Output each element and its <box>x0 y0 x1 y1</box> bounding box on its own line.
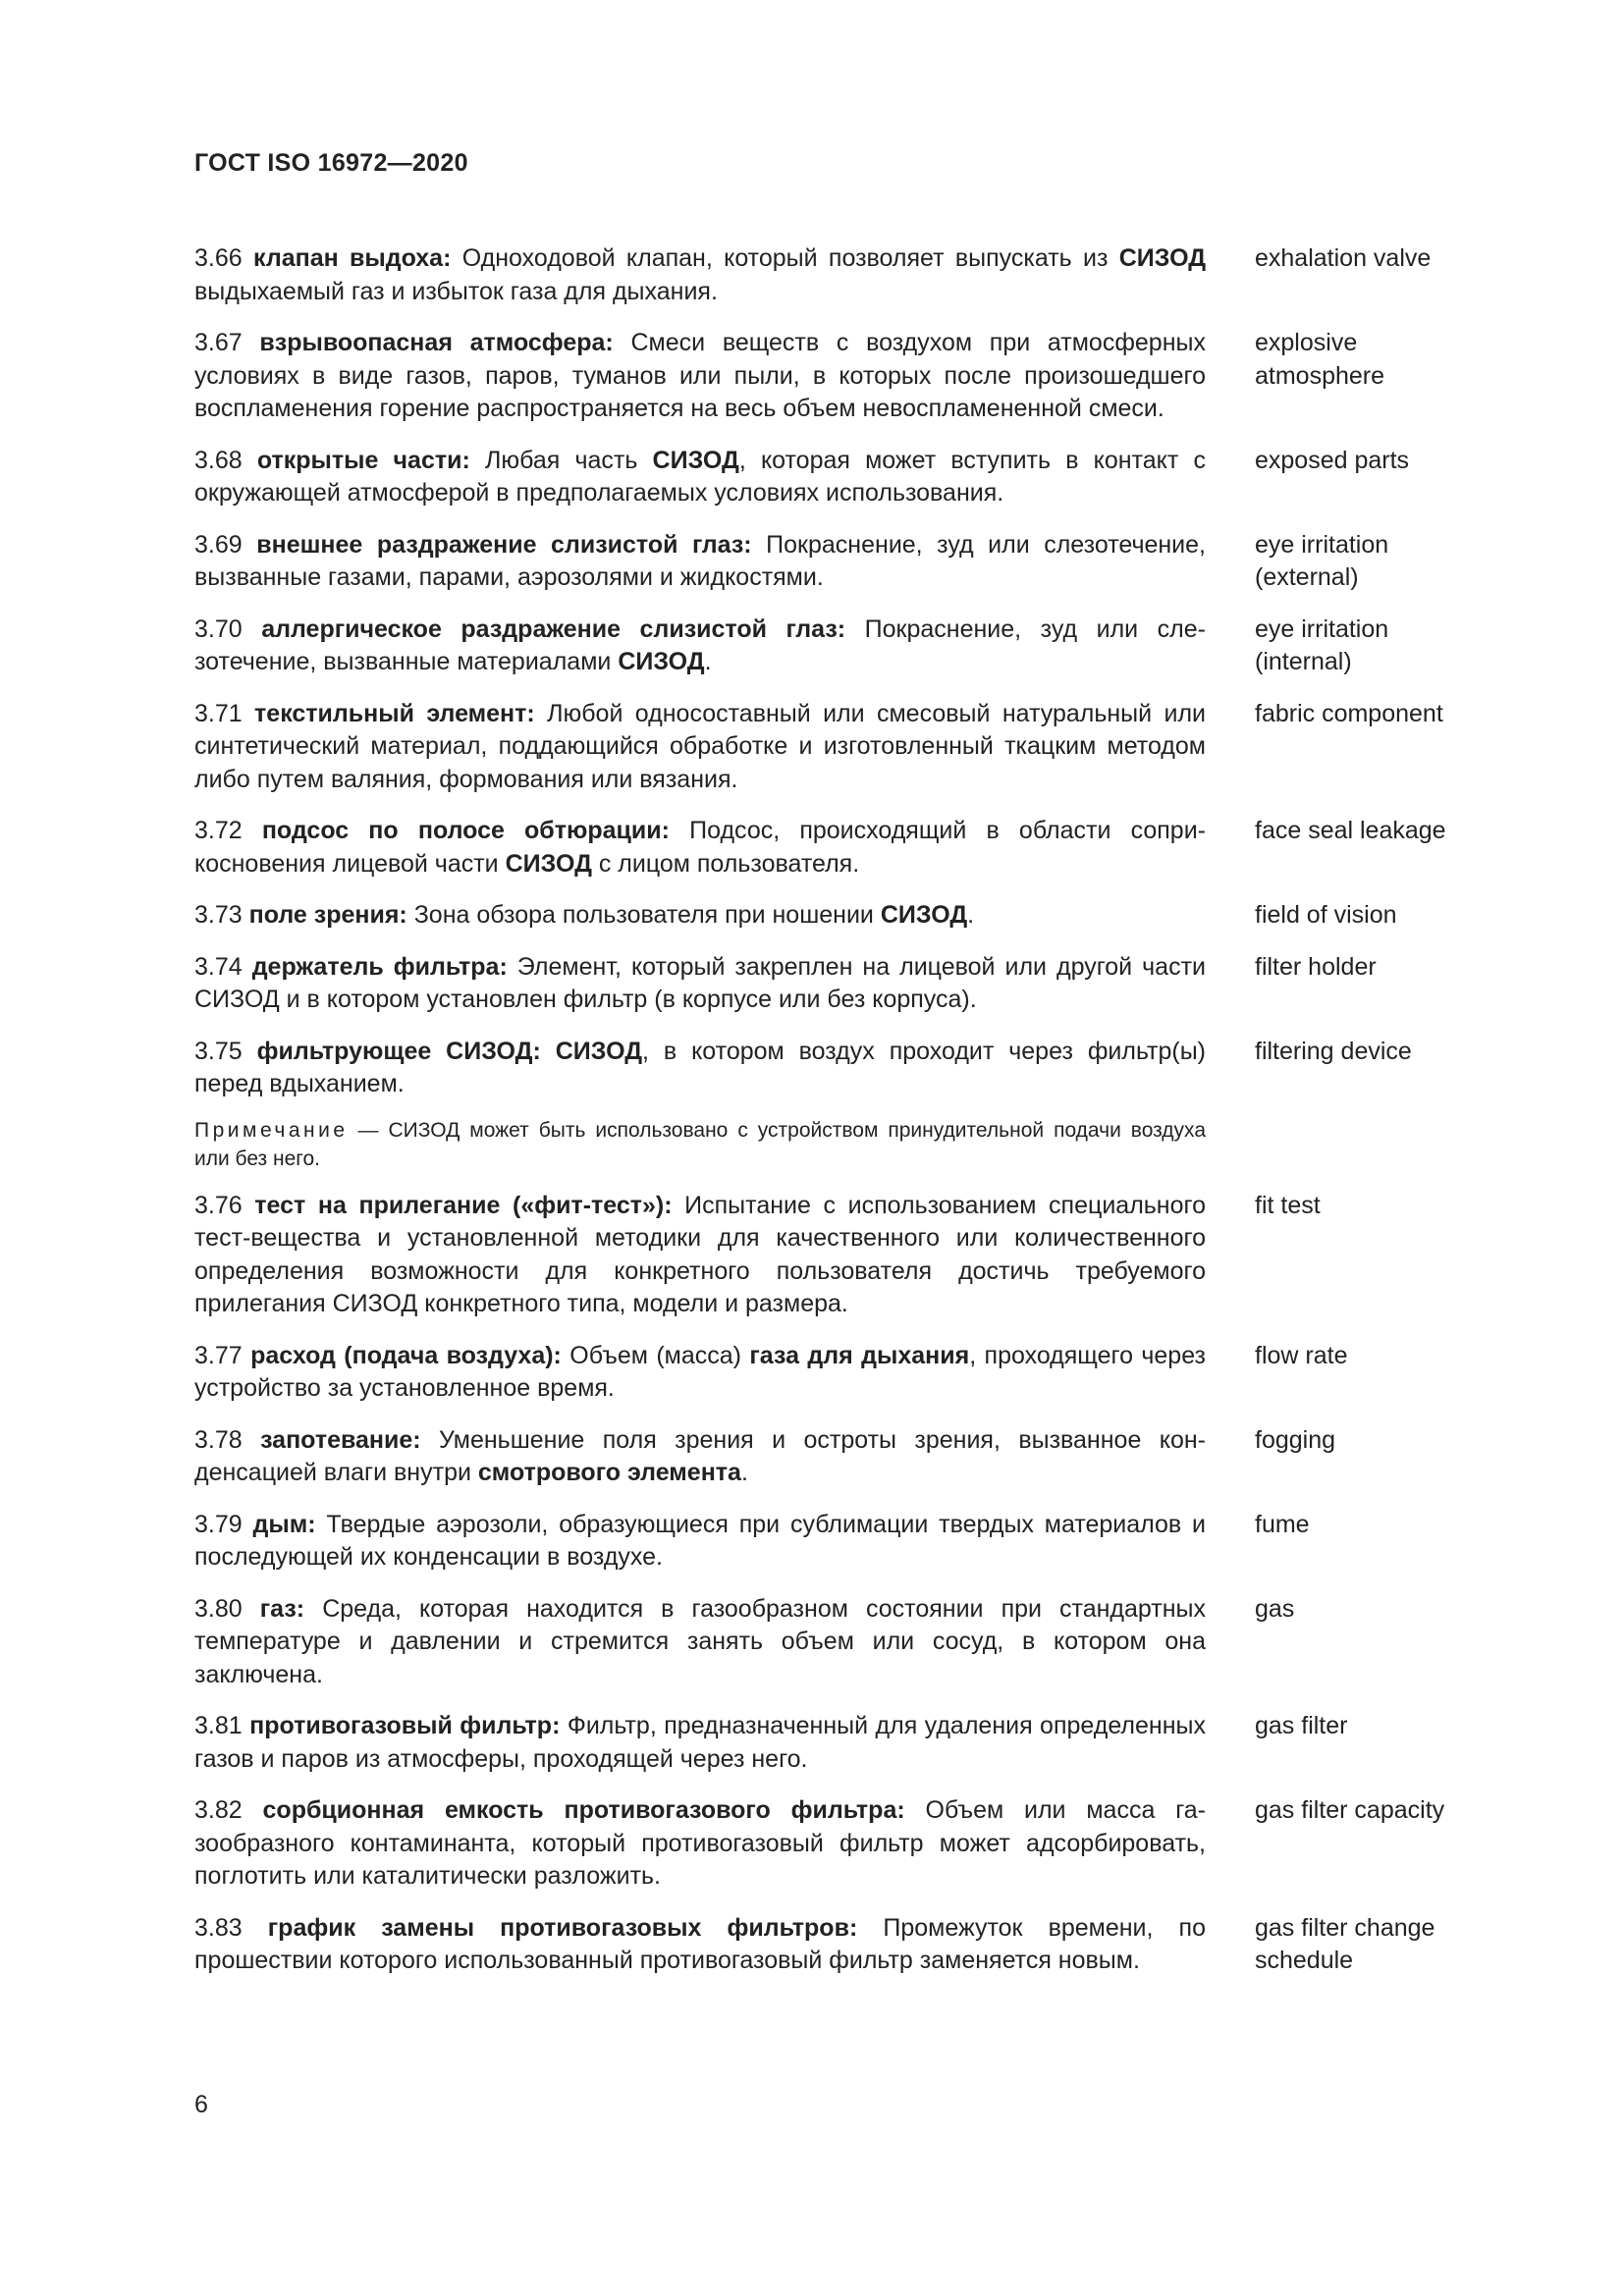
term-number: 3.81 <box>194 1712 243 1739</box>
english-equivalent <box>1255 1912 1490 1978</box>
term-number: 3.83 <box>194 1913 243 1942</box>
term-name: сорбционная емкость противогазового фильтра: <box>262 1796 905 1824</box>
term-entry <box>194 815 1481 881</box>
term-name: подсос по полосе обтюрации: <box>261 817 670 844</box>
term-entry <box>194 445 1481 510</box>
term-name: противогазовый фильтр: <box>249 1712 561 1739</box>
term-name: газ: <box>259 1594 305 1623</box>
definition-emphasis: смотрового элемента <box>477 1459 741 1486</box>
note-text <box>194 1116 1206 1173</box>
definition-text: , которая может вступить в контакт с окружающей атмосферой в предполагаемых условиях использования. <box>194 446 1206 507</box>
definition-text: Любой односоставный или смесовый натуральный или синтетический материал, поддающийся обработке и изготовленный ткацким методом либо путем валяния, формования или вязания. <box>194 699 1206 793</box>
term-definition <box>194 1710 1206 1776</box>
definition-emphasis: СИЗОД <box>555 1037 642 1065</box>
definition-text: Подсос, происходящий в области соприкосновения лицевой части <box>194 817 1206 878</box>
definition-emphasis: СИЗОД <box>652 446 739 474</box>
term-name: текстильный элемент: <box>254 699 535 727</box>
term-definition <box>194 1593 1206 1692</box>
term-number: 3.76 <box>194 1191 243 1219</box>
definition-text: Объем или масса газообразного контаминанта, который противогазовый фильтр может адсорбировать, поглотить или каталитически разложить. <box>194 1796 1206 1890</box>
term-definition <box>194 445 1206 510</box>
term-name: дым: <box>252 1510 316 1538</box>
term-number: 3.78 <box>194 1425 243 1454</box>
definition-text: Испытание с использованием специального тест-вещества и установленной методики для качественного или количественного определения возможности для конкретного пользователя достичь требуемого прилегания СИЗОД конкретного типа, модели и размера. <box>194 1191 1206 1317</box>
english-term-line: gas filter capacity <box>1255 1796 1445 1824</box>
definition-emphasis: газа для дыхания <box>749 1341 970 1369</box>
term-definition <box>194 899 1206 933</box>
term-entry <box>194 1593 1481 1692</box>
english-equivalent <box>1255 951 1490 985</box>
term-definition <box>194 529 1206 595</box>
definition-text: Любая часть <box>469 446 653 474</box>
definition-text: Смеси веществ с воздухом при атмосферных условиях в виде газов, паров, туманов или пыли, в которых после произошедшего воспламенения горение распространяется на весь объем невоспламененной смеси. <box>194 329 1206 422</box>
term-entry <box>194 1036 1481 1101</box>
english-term-line: gas filter <box>1255 1712 1348 1739</box>
english-term-line: fit test <box>1255 1191 1321 1219</box>
definition-emphasis: СИЗОД <box>505 849 592 878</box>
definition-text: Фильтр, предназначенный для удаления определенных газов и паров из атмосферы, проходящей через него. <box>194 1712 1206 1773</box>
term-definition <box>194 1509 1206 1575</box>
term-entry <box>194 1190 1481 1321</box>
term-name: фильтрующее СИЗОД: <box>256 1037 541 1065</box>
english-equivalent <box>1255 698 1490 731</box>
definition-text: , в котором воздух проходит через фильтр(ы) перед вдыханием. <box>194 1037 1206 1097</box>
term-definition <box>194 1424 1206 1490</box>
definition-text: Зона обзора пользователя при ношении <box>406 901 881 929</box>
english-equivalent <box>1255 1424 1490 1458</box>
term-entry <box>194 698 1481 797</box>
english-term-line: (external) <box>1255 563 1359 591</box>
english-equivalent <box>1255 327 1490 393</box>
term-entry <box>194 614 1481 679</box>
english-equivalent <box>1255 1509 1490 1542</box>
term-name: держатель фильтра: <box>251 952 508 981</box>
term-number: 3.77 <box>194 1341 243 1369</box>
term-number: 3.69 <box>194 530 243 559</box>
term-name: тест на прилегание («фит-тест»): <box>254 1191 673 1219</box>
term-number: 3.72 <box>194 817 243 844</box>
definition-text: Среда, которая находится в газообразном состоянии при стандартных температуре и давлении и стремится занять объем или сосуд, в котором она заключена. <box>194 1594 1207 1688</box>
term-name: клапан выдоха: <box>253 244 452 272</box>
term-name: запотевание: <box>260 1425 421 1454</box>
term-name: поле зрения: <box>248 901 407 929</box>
definition-text: . <box>740 1459 748 1486</box>
term-number: 3.75 <box>194 1037 243 1065</box>
english-term-line: face seal leakage <box>1255 817 1446 844</box>
term-entry <box>194 529 1481 595</box>
english-equivalent <box>1255 614 1490 679</box>
term-entry <box>194 1794 1481 1894</box>
english-term-line: eye irritation <box>1255 530 1389 559</box>
term-entry <box>194 327 1481 426</box>
term-entry <box>194 1340 1481 1406</box>
term-entry <box>194 899 1481 933</box>
english-term-line: field of vision <box>1255 901 1397 929</box>
definition-emphasis: СИЗОД <box>880 901 968 929</box>
document-header: ГОСТ ISO 16972—2020 <box>194 149 468 177</box>
term-entry <box>194 1509 1481 1575</box>
term-definition <box>194 614 1206 679</box>
english-equivalent <box>1255 1036 1490 1069</box>
term-definition <box>194 1340 1206 1406</box>
term-name: открытые части: <box>256 446 470 474</box>
term-definition <box>194 1912 1206 1978</box>
english-term-line: filtering device <box>1255 1037 1412 1065</box>
term-number: 3.66 <box>194 244 243 272</box>
term-definition <box>194 1794 1206 1894</box>
english-term-line: exhalation valve <box>1255 244 1432 272</box>
english-term-line: gas filter change <box>1255 1913 1435 1942</box>
english-term-line: explosive <box>1255 329 1358 356</box>
english-equivalent <box>1255 899 1490 933</box>
term-number: 3.73 <box>194 901 243 929</box>
note-label: Примечание <box>194 1118 349 1142</box>
term-name: внешнее раздражение слизистой глаз: <box>256 530 752 559</box>
english-equivalent <box>1255 445 1490 478</box>
term-entry <box>194 951 1481 1017</box>
english-equivalent <box>1255 529 1490 595</box>
term-number: 3.79 <box>194 1510 243 1538</box>
english-term-line: fabric component <box>1255 699 1443 727</box>
english-term-line: fume <box>1255 1510 1310 1538</box>
english-equivalent <box>1255 242 1490 276</box>
note-body: — СИЗОД может быть использовано с устройством принудительной подачи воздуха или без него. <box>194 1118 1206 1170</box>
definition-text: Уменьшение поля зрения и остроты зрения, вызванное конденсацией влаги внутри <box>194 1425 1206 1486</box>
definition-text: выдыхаемый газ и избыток газа для дыхания. <box>194 277 718 305</box>
definition-text: Промежуток времени, по прошествии которого использованный противогазовый фильтр заменяется новым. <box>194 1913 1206 1974</box>
definition-text: Элемент, который закреплен на лицевой или другой части СИЗОД и в котором установлен фильтр (в корпусе или без корпуса). <box>194 952 1206 1013</box>
definition-text: . <box>704 648 712 675</box>
english-equivalent <box>1255 815 1490 848</box>
term-name: взрывоопасная атмосфера: <box>259 329 614 356</box>
definition-text: . <box>967 901 975 929</box>
english-term-line: schedule <box>1255 1947 1354 1974</box>
term-definition <box>194 951 1206 1017</box>
english-term-line: exposed parts <box>1255 446 1410 474</box>
term-entry <box>194 1912 1481 1978</box>
term-entry <box>194 1424 1481 1490</box>
term-name: расход (подача воздуха): <box>250 1341 562 1369</box>
term-definition <box>194 815 1206 881</box>
term-definition <box>194 1190 1206 1321</box>
english-equivalent <box>1255 1593 1490 1627</box>
definition-text <box>541 1038 556 1065</box>
english-term-line: (internal) <box>1255 648 1352 675</box>
definition-text: Одноходовой клапан, который позволяет выпускать из <box>451 244 1119 272</box>
english-equivalent <box>1255 1190 1490 1223</box>
terms-list <box>194 242 1481 1997</box>
term-name: аллергическое раздражение слизистой глаз: <box>261 614 846 643</box>
definition-text: Покраснение, зуд или слезотечение, вызванные газами, парами, аэрозолями и жидкостями. <box>194 530 1206 591</box>
english-term-line: fogging <box>1255 1425 1336 1454</box>
term-number: 3.68 <box>194 446 243 474</box>
term-number: 3.70 <box>194 614 243 643</box>
english-term-line: eye irritation <box>1255 614 1389 643</box>
term-number: 3.67 <box>194 329 243 356</box>
english-term-line: flow rate <box>1255 1341 1348 1369</box>
english-term-line: filter holder <box>1255 952 1377 981</box>
definition-emphasis: СИЗОД <box>618 648 705 675</box>
english-term-line: atmosphere <box>1255 361 1385 390</box>
term-number: 3.82 <box>194 1796 243 1824</box>
term-definition <box>194 242 1206 308</box>
english-equivalent <box>1255 1794 1490 1828</box>
term-name: график замены противогазовых фильтров: <box>267 1913 858 1942</box>
term-definition <box>194 327 1206 426</box>
definition-text: Твердые аэрозоли, образующиеся при сублимации твердых материалов и последующей их конденсации в воздухе. <box>194 1510 1207 1571</box>
page-number: 6 <box>194 2091 208 2118</box>
english-equivalent <box>1255 1710 1490 1743</box>
term-entry <box>194 242 1481 308</box>
term-entry <box>194 1710 1481 1776</box>
term-number: 3.80 <box>194 1594 243 1623</box>
definition-text: , проходящего через устройство за установленное время. <box>194 1341 1207 1402</box>
english-equivalent <box>1255 1340 1490 1373</box>
english-term-line: gas <box>1255 1594 1295 1623</box>
definition-text: Объем (масса) <box>561 1341 750 1369</box>
definition-text: с лицом пользователя. <box>591 849 860 878</box>
note-entry <box>194 1116 1481 1173</box>
term-definition <box>194 1036 1206 1101</box>
definition-text: Покраснение, зуд или слезотечение, вызванные материалами <box>194 614 1206 675</box>
term-definition <box>194 698 1206 797</box>
definition-emphasis: СИЗОД <box>1118 244 1207 272</box>
term-number: 3.71 <box>194 699 243 727</box>
term-number: 3.74 <box>194 952 243 981</box>
